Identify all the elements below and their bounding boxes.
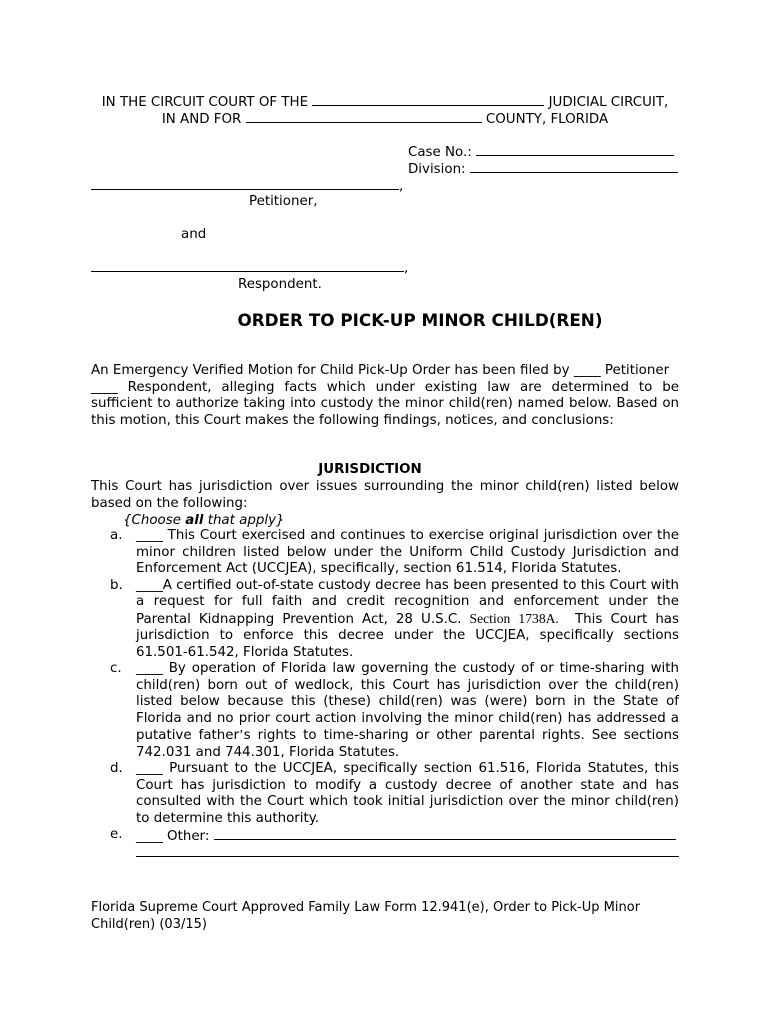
respondent-checkbox-blank[interactable]: ____ [91, 379, 118, 395]
footer-line2: Child(ren) (03/15) [91, 916, 207, 932]
choose-prefix: {Choose [123, 513, 186, 528]
form-footer [91, 900, 651, 933]
option-b-section-word: Section [469, 610, 511, 626]
intro-text-part1: An Emergency Verified Motion for Child Pick-Up Order has been filed by [91, 363, 570, 378]
respondent-label: Respondent. [238, 277, 322, 292]
choose-suffix: that apply} [203, 513, 285, 528]
county-blank[interactable] [246, 110, 482, 123]
case-number-blank[interactable] [476, 143, 674, 156]
option-b[interactable] [110, 578, 679, 662]
court-header-prefix: IN THE CIRCUIT COURT OF THE [101, 95, 309, 110]
choose-all: all [185, 513, 204, 528]
case-number-label: Case No.: [408, 145, 472, 160]
jurisdiction-options-list [110, 528, 679, 846]
option-b-text1: ____A certified out-of-state custody decree has been presented to this Court with a request for full faith and credit recognition and enforcement under the Parental Kidnapping Prevention Act, 28 U.S.C. [136, 577, 679, 627]
option-d[interactable] [110, 761, 679, 827]
division-blank[interactable] [470, 160, 678, 173]
option-b-text3: This Court has jurisdiction to enforce this decree under the UCCJEA, specifically sections 61.501-61.542, Florida Statutes. [136, 611, 679, 660]
county-suffix: COUNTY, FLORIDA [485, 112, 609, 127]
option-d-letter: d. [110, 761, 123, 776]
option-c-apostrophe: ’ [239, 727, 244, 742]
footer-line1: Florida Supreme Court Approved Family Law Form 12.941(e), Order to Pick-Up Minor [91, 900, 641, 915]
other-blank-line1[interactable] [214, 827, 676, 840]
choose-instruction [123, 512, 285, 529]
and-label: and [181, 227, 207, 242]
respondent-name-row: , [91, 259, 408, 277]
intro-petitioner-word: Petitioner [604, 363, 670, 378]
option-c-letter: c. [110, 661, 122, 676]
division-label: Division: [408, 162, 466, 177]
court-header-line2 [0, 110, 770, 128]
jurisdiction-heading: JURISDICTION [318, 462, 422, 477]
option-d-text: ____ Pursuant to the UCCJEA, specifically section 61.516, Florida Statutes, this Court has jurisdiction to modify a custody decree of another state and has consulted with the Court which took initial jurisdiction over the minor child(ren) to determine this authority. [136, 761, 679, 826]
division-row [408, 160, 678, 178]
option-e-letter: e. [110, 827, 123, 842]
option-c[interactable] [110, 661, 679, 761]
intro-paragraph [91, 363, 679, 429]
option-e-text: ____ Other: [136, 829, 210, 844]
option-a[interactable] [110, 528, 679, 578]
option-a-letter: a. [110, 528, 123, 543]
court-header-suffix: JUDICIAL CIRCUIT, [548, 95, 669, 110]
petitioner-label: Petitioner, [249, 194, 318, 209]
court-header-line1 [0, 93, 770, 111]
option-a-text: ____ This Court exercised and continues to exercise original jurisdiction over the minor children listed below under the Uniform Child Custody Jurisdiction and Enforcement Act (UCCJEA), specifically, section 61.514, Florida Statutes. [136, 528, 679, 576]
respondent-name-blank[interactable] [91, 259, 404, 272]
judicial-circuit-blank[interactable] [312, 93, 544, 106]
case-number-row [408, 143, 674, 161]
intro-text-part2: Respondent, alleging facts which under existing law are determined to be sufficient to authorize taking into custody the minor child(ren) named below. Based on this motion, this Court makes the following findings, notices, and conclusions: [91, 379, 679, 428]
petitioner-name-blank[interactable] [91, 177, 399, 190]
petitioner-checkbox-blank[interactable]: ____ [573, 363, 601, 378]
option-c-text2: s rights to time-sharing or other parental rights. See sections 742.031 and 744.301, Florida Statutes. [136, 728, 680, 760]
document-title: ORDER TO PICK-UP MINOR CHILD(REN) [237, 310, 603, 330]
county-prefix: IN AND FOR [161, 112, 242, 127]
jurisdiction-text: This Court has jurisdiction over issues surrounding the minor child(ren) listed below based on the following: [91, 479, 679, 511]
option-b-text2: 1738A. [518, 610, 559, 626]
petitioner-name-row: , [91, 177, 403, 195]
other-blank-line2[interactable] [136, 842, 679, 857]
option-c-text1: ____ By operation of Florida law governing the custody of or time-sharing with child(ren) born out of wedlock, this Court has jurisdiction over the child(ren) listed below because this (these) child(ren) was (were) born in the State of Florida and no prior court action involving the minor child(ren) has addressed a putative father [136, 661, 679, 743]
option-b-letter: b. [110, 577, 123, 593]
